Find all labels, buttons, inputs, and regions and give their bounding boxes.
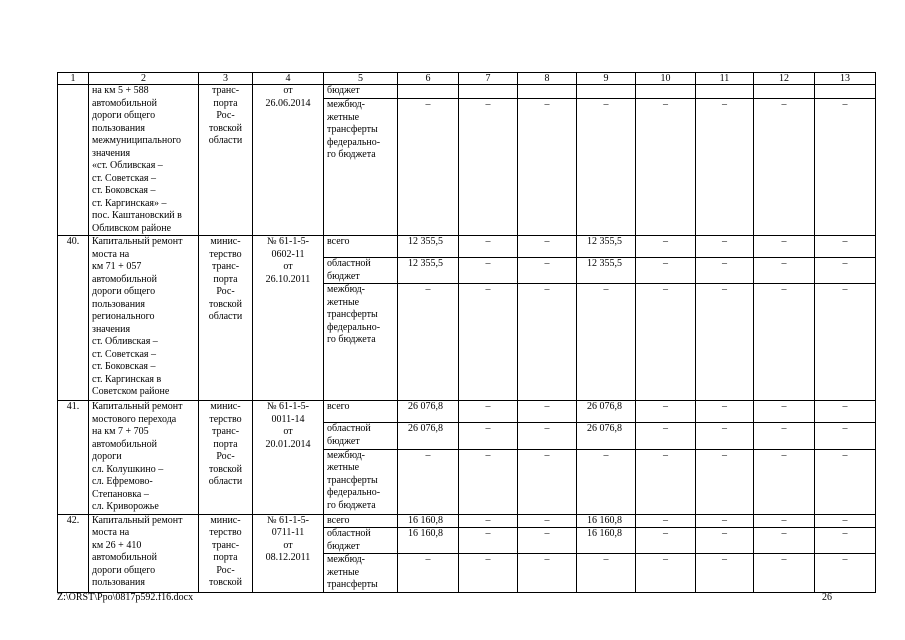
funding-source: бюджет (324, 85, 398, 99)
amount-cell (636, 85, 696, 99)
amount-cell: – (518, 423, 577, 449)
column-number: 11 (696, 73, 754, 85)
amount-cell: 12 355,5 (577, 236, 636, 258)
table-row (58, 236, 876, 258)
document-ref: № 61-1-5- 0602-11 от 26.10.2011 (253, 236, 324, 401)
amount-cell (577, 85, 636, 99)
page-number: 26 (822, 592, 832, 603)
object-name: Капитальный ремонт моста на км 26 + 410 автомобильной дороги общего пользования (89, 514, 199, 592)
amount-cell (696, 85, 754, 99)
amount-cell: 16 160,8 (398, 514, 459, 528)
amount-cell: – (459, 236, 518, 258)
amount-cell: – (696, 554, 754, 593)
table-row (58, 401, 876, 423)
object-name: на км 5 + 588 автомобильной дороги общего пользования межмуниципального значения «ст. Обливская – ст. Советская – ст. Боковская – ст. Каргинская» – пос. Каштановский в Обливском районе (89, 85, 199, 236)
amount-cell: 12 355,5 (398, 258, 459, 284)
amount-cell: – (636, 401, 696, 423)
amount-cell: – (636, 423, 696, 449)
amount-cell (754, 85, 815, 99)
amount-cell: – (815, 423, 876, 449)
column-number-row (58, 73, 876, 85)
amount-cell: – (636, 514, 696, 528)
amount-cell: – (577, 99, 636, 236)
amount-cell: – (577, 449, 636, 514)
amount-cell (815, 85, 876, 99)
amount-cell: – (696, 236, 754, 258)
amount-cell (518, 85, 577, 99)
column-number: 9 (577, 73, 636, 85)
amount-cell: – (754, 554, 815, 593)
funding-source: всего (324, 514, 398, 528)
amount-cell: – (518, 236, 577, 258)
amount-cell: 16 160,8 (398, 528, 459, 554)
footer-file-path: Z:\ORST\Ppo\0817p592.f16.docx (57, 592, 194, 603)
amount-cell: – (696, 258, 754, 284)
amount-cell: – (518, 258, 577, 284)
column-number: 8 (518, 73, 577, 85)
table-row (58, 85, 876, 99)
amount-cell: – (696, 99, 754, 236)
document-ref: № 61-1-5- 0011-14 от 20.01.2014 (253, 401, 324, 515)
amount-cell: – (459, 528, 518, 554)
amount-cell: – (754, 258, 815, 284)
amount-cell: – (754, 514, 815, 528)
amount-cell: 16 160,8 (577, 528, 636, 554)
amount-cell: – (459, 99, 518, 236)
amount-cell: – (459, 284, 518, 401)
amount-cell: – (518, 284, 577, 401)
column-number: 1 (58, 73, 89, 85)
amount-cell: – (459, 514, 518, 528)
funding-source: областной бюджет (324, 528, 398, 554)
amount-cell: – (518, 554, 577, 593)
amount-cell: – (636, 258, 696, 284)
amount-cell: – (815, 514, 876, 528)
funding-source: всего (324, 401, 398, 423)
customer-org: минис- терство транс- порта Рос- товской области (199, 401, 253, 515)
funding-source: областной бюджет (324, 258, 398, 284)
amount-cell: – (518, 449, 577, 514)
amount-cell: – (636, 99, 696, 236)
amount-cell: – (815, 449, 876, 514)
column-number: 10 (636, 73, 696, 85)
amount-cell: – (754, 449, 815, 514)
amount-cell: – (518, 514, 577, 528)
amount-cell: – (815, 258, 876, 284)
document-table (57, 72, 876, 593)
amount-cell: – (636, 554, 696, 593)
amount-cell: – (696, 284, 754, 401)
amount-cell: – (696, 401, 754, 423)
amount-cell: – (696, 528, 754, 554)
column-number: 3 (199, 73, 253, 85)
amount-cell: – (754, 401, 815, 423)
funding-source: межбюд- жетные трансферты федерально- го бюджета (324, 284, 398, 401)
column-number: 5 (324, 73, 398, 85)
column-number: 2 (89, 73, 199, 85)
amount-cell: – (636, 284, 696, 401)
funding-source: межбюд- жетные трансферты федерально- го бюджета (324, 99, 398, 236)
funding-source: областной бюджет (324, 423, 398, 449)
entry-number: 42. (58, 514, 89, 592)
amount-cell: 26 076,8 (577, 423, 636, 449)
entry-number: 41. (58, 401, 89, 515)
amount-cell: 12 355,5 (398, 236, 459, 258)
object-name: Капитальный ремонт мостового перехода на км 7 + 705 автомобильной дороги сл. Колушкино – сл. Ефремово- Степановка – сл. Криворожье (89, 401, 199, 515)
amount-cell: – (696, 449, 754, 514)
amount-cell: 12 355,5 (577, 258, 636, 284)
amount-cell: – (815, 284, 876, 401)
funding-source: межбюд- жетные трансферты (324, 554, 398, 593)
column-number: 13 (815, 73, 876, 85)
column-number: 7 (459, 73, 518, 85)
amount-cell: 16 160,8 (577, 514, 636, 528)
column-number: 4 (253, 73, 324, 85)
amount-cell: – (518, 99, 577, 236)
document-ref: от 26.06.2014 (253, 85, 324, 236)
amount-cell: 26 076,8 (398, 401, 459, 423)
amount-cell: – (518, 401, 577, 423)
entry-number: 40. (58, 236, 89, 401)
amount-cell: – (459, 554, 518, 593)
amount-cell: – (754, 99, 815, 236)
amount-cell: – (815, 99, 876, 236)
column-number: 12 (754, 73, 815, 85)
entry-number (58, 85, 89, 236)
amount-cell: – (459, 449, 518, 514)
amount-cell: 26 076,8 (577, 401, 636, 423)
amount-cell (459, 85, 518, 99)
amount-cell: – (398, 554, 459, 593)
funding-source: всего (324, 236, 398, 258)
amount-cell: – (815, 528, 876, 554)
amount-cell: – (518, 528, 577, 554)
amount-cell: – (815, 554, 876, 593)
column-number: 6 (398, 73, 459, 85)
amount-cell: – (754, 423, 815, 449)
object-name: Капитальный ремонт моста на км 71 + 057 автомобильной дороги общего пользования регионального значения ст. Обливская – ст. Советская – ст. Боковская – ст. Каргинская в Советском районе (89, 236, 199, 401)
table-row (58, 514, 876, 528)
funding-source: межбюд- жетные трансферты федерально- го бюджета (324, 449, 398, 514)
amount-cell: – (398, 449, 459, 514)
amount-cell: – (398, 284, 459, 401)
customer-org: транс- порта Рос- товской области (199, 85, 253, 236)
amount-cell: – (459, 258, 518, 284)
amount-cell: – (577, 284, 636, 401)
amount-cell: – (577, 554, 636, 593)
customer-org: минис- терство транс- порта Рос- товской (199, 514, 253, 592)
amount-cell: 26 076,8 (398, 423, 459, 449)
amount-cell: – (754, 236, 815, 258)
amount-cell: – (754, 528, 815, 554)
amount-cell: – (398, 99, 459, 236)
amount-cell: – (636, 528, 696, 554)
amount-cell: – (459, 401, 518, 423)
document-ref: № 61-1-5- 0711-11 от 08.12.2011 (253, 514, 324, 592)
amount-cell: – (696, 423, 754, 449)
amount-cell: – (459, 423, 518, 449)
amount-cell: – (754, 284, 815, 401)
customer-org: минис- терство транс- порта Рос- товской области (199, 236, 253, 401)
amount-cell: – (815, 236, 876, 258)
amount-cell (398, 85, 459, 99)
amount-cell: – (815, 401, 876, 423)
amount-cell: – (696, 514, 754, 528)
amount-cell: – (636, 236, 696, 258)
amount-cell: – (636, 449, 696, 514)
